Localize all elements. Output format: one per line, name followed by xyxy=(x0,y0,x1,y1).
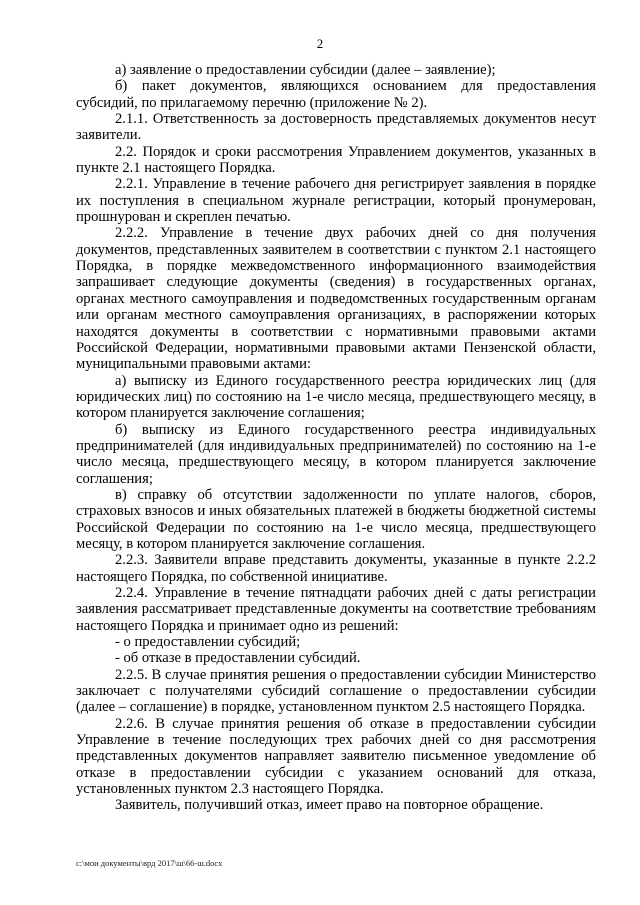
paragraph: - об отказе в предоставлении субсидий. xyxy=(115,650,361,667)
paragraph: 2.2.1. Управление в течение рабочего дня регистрирует заявления в порядке их поступления в специальном журнале регистрации, который пронумерован, прошнурован и скреплен печатью. xyxy=(76,176,596,226)
file-path-footer: c:\мои документы\врд 2017\ш\66-ш.docx xyxy=(76,858,223,868)
paragraph: б) выписку из Единого государственного реестра индивидуальных предпринимателей (для индивидуальных предпринимателей) по состоянию на 1-е число месяца, предшествующего месяцу, в котором планируется заключение соглашения; xyxy=(76,421,596,487)
paragraph: 2.2. Порядок и сроки рассмотрения Управлением документов, указанных в пункте 2.1 настоящего Порядка. xyxy=(76,143,596,177)
paragraph: 2.2.4. Управление в течение пятнадцати рабочих дней с даты регистрации заявления рассматривает представленные документы на соответствие требованиям настоящего Порядка и принимает одно из решений: xyxy=(76,585,596,634)
paragraph: в) справку об отсутствии задолженности по уплате налогов, сборов, страховых взносов и иных обязательных платежей в бюджеты бюджетной системы Российской Федерации по состоянию на 1-е число месяца, предшествующего месяцу, в котором планируется заключение соглашения. xyxy=(76,486,596,552)
paragraph: 2.2.2. Управление в течение двух рабочих дней со дня получения документов, представленных заявителем в соответствии с пунктом 2.1 настоящего Порядка, в порядке межведомственного информационного взаимодействия запрашивает следующие документы (сведения) в государственных органах, органах местного самоуправления и подведомственных государственным органам или органам местного самоуправления организациях, в распоряжении которых находятся документы в соответствии с нормативными правовыми актами Российской Федерации, нормативными правовыми актами Пензенской области, муниципальными правовыми актами: xyxy=(76,225,596,373)
paragraph: а) заявление о предоставлении субсидии (далее – заявление); xyxy=(115,62,496,78)
paragraph: 2.2.5. В случае принятия решения о предоставлении субсидии Министерство заключает с получателями субсидий соглашение о предоставлении субсидии (далее – соглашение) в порядке, установленном пунктом 2.5 настоящего Порядка. xyxy=(76,666,596,716)
paragraph: 2.1.1. Ответственность за достоверность представляемых документов несут заявители. xyxy=(76,111,596,144)
paragraph: а) выписку из Единого государственного реестра юридических лиц (для юридических лиц) по состоянию на 1-е число месяца, предшествующего месяцу, в котором планируется заключение соглашения; xyxy=(76,372,596,422)
document-body xyxy=(76,62,596,814)
paragraph: б) пакет документов, являющихся основанием для предоставления субсидий, по прилагаемому перечню (приложение № 2). xyxy=(76,78,596,111)
paragraph: Заявитель, получивший отказ, имеет право на повторное обращение. xyxy=(115,797,544,814)
paragraph: - о предоставлении субсидий; xyxy=(115,634,301,651)
paragraph: 2.2.3. Заявители вправе представить документы, указанные в пункте 2.2.2 настоящего Порядка, по собственной инициативе. xyxy=(76,552,596,585)
paragraph: 2.2.6. В случае принятия решения об отказе в предоставлении субсидии Управление в течение последующих трех рабочих дней со дня рассмотрения представленных документов направляет заявителю письменное уведомление об отказе в предоставлении субсидии с указанием оснований для отказа, установленных пунктом 2.3 настоящего Порядка. xyxy=(76,715,596,798)
page-number: 2 xyxy=(316,36,324,51)
